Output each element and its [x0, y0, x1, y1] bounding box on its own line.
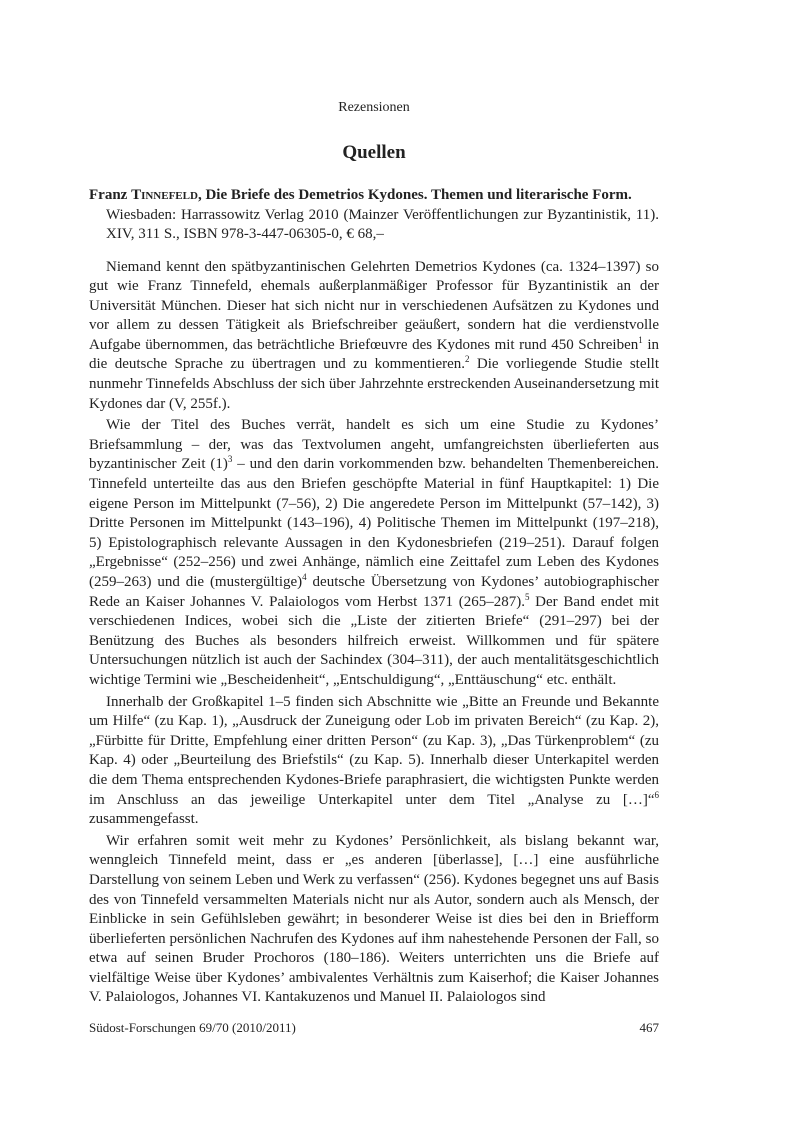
paragraph-4: Wir erfahren somit weit mehr zu Kydones’ Persönlichkeit, als bislang bekannt war, wenngleich Tinnefeld meint, dass er „es anderen [überlasse], […] eine ausführliche Darstellung von seinem Leben und Werk zu verfassen“ (256). Kydones begegnet uns auf Basis des von Tinnefeld versammelten Materials nicht nur als Autor, sondern auch als Mensch, der Einblicke in sein Gefühlsleben gewährt; in besonderer Weise ist dies bei den in Briefform überlieferten persönlichen Nachrufen des Kydones auf ihm nahestehende Personen der Fall, so etwa auf seinen Bruder Prochoros (180–186). Weiters unterrichten uns die Briefe auf vielfältige Weise über Kydones’ ambivalentes Verhältnis zum Kaiserhof; die Kaiser Johannes V. Palaiologos, Johannes VI. Kantakuzenos und Manuel II. Palaiologos sind	[89, 832, 659, 1006]
page-body	[89, 100, 659, 1010]
paragraph-text: zusammengefasst.	[89, 811, 199, 828]
paragraph-text: Wie der Titel des Buches verrät, handelt es sich um eine Studie zu Kydones’ Briefsammlung – der, was das Textvolumen angeht, umfangreichsten überlieferten aus byzantinischer Zeit (1)	[89, 417, 659, 473]
paragraph-text: deutsche Übersetzung von Kydones’ autobiographischer Rede an Kaiser Johannes V. Palaiologos vom Herbst 1371 (265–287).	[89, 574, 659, 610]
page-footer	[89, 1020, 659, 1036]
paragraph-3	[89, 693, 659, 830]
paragraph-text: in die deutsche Sprache zu übertragen und zu kommentieren.	[89, 336, 659, 373]
footnote-ref: 6	[654, 789, 659, 800]
paragraph-text: – und den darin vorkommenden bzw. behandelten Themenbereichen. Tinnefeld unterteilte das aus den Briefen geschöpfte Material in fünf Hauptkapitel: 1) Die eigene Person im Mittelpunkt (7–56), 2) Die angeredete Person im Mittelpunkt (57–142), 3) Dritte Personen im Mittelpunkt (143–196), 4) Politische Themen im Mittelpunkt (197–218), 5) Epistolographisch relevante Aussagen in den Kydonesbriefen (219–251). Darauf folgen „Ergebnisse“ (252–256) und zwei Anhänge, nämlich eine Zeittafel zum Leben des Kydones (259–263) und die (mustergültige)	[89, 456, 659, 590]
paragraph-1	[89, 258, 659, 415]
footnote-ref: 5	[524, 591, 530, 602]
page-number: 467	[639, 1020, 659, 1035]
footnote-ref: 1	[638, 334, 643, 345]
section-heading: Quellen	[342, 142, 406, 163]
citation-author-first: Franz	[89, 187, 132, 203]
journal-citation: Südost-Forschungen 69/70 (2010/2011)	[89, 1020, 296, 1035]
paragraph-text: Der Band endet mit verschiedenen Indices, wobei sich die „Liste der zitierten Briefe“ (291–297) bei der Benützung des Buches als besonders hilfreich erweist. Willkommen und für spätere Untersuchungen nützlich ist auch der Sachindex (304–311), der auch mentalitätsgeschichtlich wichtige Termini wie „Bescheidenheit“, „Entschuldigung“, „Enttäuschung“ etc. enthält.	[89, 593, 659, 688]
book-citation	[89, 186, 659, 245]
citation-author-last: Tinnefeld	[131, 187, 198, 203]
citation-publication: Wiesbaden: Harrassowitz Verlag 2010 (Mainzer Veröffentlichungen zur Byzantinistik, 11). XIV, 311 S., ISBN 978-3-447-06305-0, € 68,–	[106, 206, 659, 242]
paragraph-text: Niemand kennt den spätbyzantinischen Gelehrten Demetrios Kydones (ca. 1324–1397) so gut wie Franz Tinnefeld, ehemals außerplanmäßiger Professor für Byzantinistik an der Universität München. Dieser hat sich nicht nur in verschiedenen Aufsätzen zu Kydones und vor allem zu dessen Tätigkeit als Briefschreiber geäußert, sondern hat die verdienstvolle Aufgabe übernommen, das beträchtliche Briefœuvre des Kydones mit rund 450 Schreiben	[89, 258, 659, 353]
footnote-ref: 3	[227, 454, 233, 465]
section-label: Rezensionen	[338, 100, 410, 115]
citation-title: , Die Briefe des Demetrios Kydones. Themen und literarische Form.	[197, 187, 632, 203]
footnote-ref: 2	[465, 354, 470, 365]
footnote-ref: 4	[302, 572, 307, 582]
paragraph-text: Innerhalb der Großkapitel 1–5 finden sich Abschnitte wie „Bitte an Freunde und Bekannte um Hilfe“ (zu Kap. 1), „Ausdruck der Zuneigung oder Lob im privaten Bereich“ (zu Kap. 2), „Fürbitte für Dritte, Empfehlung einer dritten Person“ (zu Kap. 3), „Das Türkenproblem“ (zu Kap. 4) oder „Beurteilung des Briefstils“ (zu Kap. 5). Innerhalb dieser Unterkapitel werden die dem Thema entsprechenden Kydones-Briefe paraphrasiert, die wichtigsten Punkte werden im Anschluss an das jeweilige Unterkapitel unter dem Titel „Analyse zu […]“	[89, 693, 659, 808]
paragraph-2	[89, 416, 659, 690]
paragraph-text: Die vorliegende Studie stellt nunmehr Tinnefelds Abschluss der sich über Jahrzehnte erstreckenden Auseinandersetzung mit Kydones dar (V, 255f.).	[89, 356, 659, 412]
